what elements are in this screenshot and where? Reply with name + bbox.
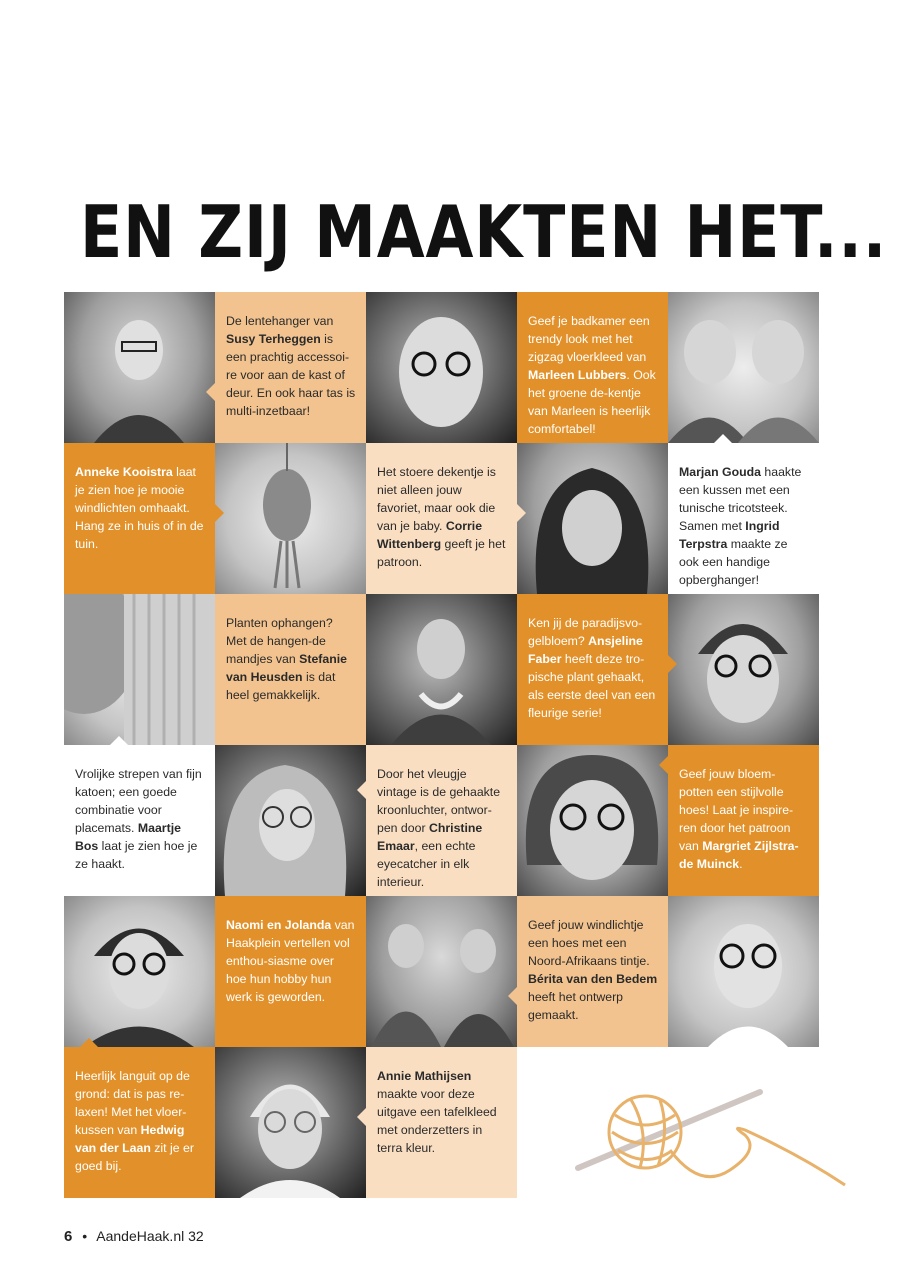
designer-name: Marleen Lubbers	[528, 368, 627, 382]
designer-name: Susy Terheggen	[226, 332, 321, 346]
photo-naomi-jolanda-duo	[366, 896, 517, 1047]
caption-pointer	[508, 986, 518, 1006]
caption-pointer	[357, 1107, 367, 1127]
designer-name: Annie Mathijsen	[377, 1069, 472, 1083]
caption-susy-terheggen: De lentehanger van Susy Terheggen is een prachtig accessoi-re voor aan de kast of deur. En ook haar tas is multi-inzetbaar!	[215, 292, 366, 443]
caption-naomi-jolanda: Naomi en Jolanda van Haakplein vertellen vol enthou-siasme over hoe hun hobby hun werk is geworden.	[215, 896, 366, 1047]
photo-corrie-wittenberg	[517, 443, 668, 594]
caption-pointer	[79, 1038, 99, 1048]
photo-crochet-lantern	[215, 443, 366, 594]
photo-ansjeline-faber	[668, 594, 819, 745]
caption-marleen-lubbers: Geef je badkamer een trendy look met het zigzag vloerkleed van Marleen Lubbers. Ook het groene de-kentje van Marleen is heerlijk comfortabel!	[517, 292, 668, 443]
designer-name: Hedwig van der Laan	[75, 1123, 185, 1155]
caption-ansjeline-faber: Ken jij de paradijsvo-gelbloem? Ansjeline Faber heeft deze tro-pische plant gehaakt, als eerste deel van een fleurige serie!	[517, 594, 668, 745]
caption-christine-emaar: Door het vleugje vintage is de gehaakte kroonluchter, ontwor-pen door Christine Emaar, een echte eyecatcher in elk interieur.	[366, 745, 517, 896]
photo-placemat	[64, 594, 215, 745]
caption-pointer	[109, 736, 129, 746]
caption-annie-mathijsen: Annie Mathijsen maakte voor deze uitgave een tafelkleed met onderzetters in terra kleur.	[366, 1047, 517, 1198]
caption-pointer	[206, 382, 216, 402]
page-number: 6	[64, 1228, 73, 1245]
photo-berita-van-den-bedem	[668, 896, 819, 1047]
caption-corrie-wittenberg: Het stoere dekentje is niet alleen jouw favoriet, maar ook die van je baby. Corrie Wittenberg geeft je het patroon.	[366, 443, 517, 594]
designer-name: Ansjeline Faber	[528, 634, 643, 666]
caption-stefanie-van-heusden: Planten ophangen? Met de hangen-de mandjes van Stefanie van Heusden is dat heel gemakkelijk.	[215, 594, 366, 745]
designer-name: Maartje Bos	[75, 821, 181, 853]
designers-grid	[64, 292, 819, 1198]
yarn-ball-illustration	[570, 1080, 850, 1195]
yarn-ball-icon	[609, 1096, 845, 1185]
designer-name: Margriet Zijlstra-de Muinck	[679, 839, 799, 871]
caption-maartje-bos: Vrolijke strepen van fijn katoen; een goede combinatie voor placemats. Maartje Bos laat je zien hoe je ze haakt.	[64, 745, 215, 896]
caption-pointer	[713, 434, 733, 444]
photo-susy-terheggen	[64, 292, 215, 443]
designer-name: Bérita van den Bedem	[528, 972, 658, 986]
photo-marjan-ingrid	[668, 292, 819, 443]
magazine-name: AandeHaak.nl 32	[96, 1228, 204, 1244]
photo-hedwig-van-der-laan	[215, 1047, 366, 1198]
caption-pointer	[667, 654, 677, 674]
caption-berita-van-den-bedem: Geef jouw windlichtje een hoes met een Noord-Afrikaans tintje. Bérita van den Bedem heeft het ontwerp gemaakt.	[517, 896, 668, 1047]
caption-marjan-gouda: Marjan Gouda haakte een kussen met een tunische tricotsteek. Samen met Ingrid Terpstra maakte ze ook een handige opberghanger!	[668, 443, 819, 594]
photo-margriet-zijlstra	[517, 745, 668, 896]
caption-pointer	[357, 780, 367, 800]
caption-margriet-zijlstra: Geef jouw bloem-potten een stijlvolle hoes! Laat je inspire-ren door het patroon van Margriet Zijlstra-de Muinck.	[668, 745, 819, 896]
designer-name: Ingrid Terpstra	[679, 519, 780, 551]
designer-name: Stefanie van Heusden	[226, 652, 347, 684]
page-footer	[64, 1228, 204, 1245]
designer-name: Corrie Wittenberg	[377, 519, 483, 551]
footer-bullet: •	[82, 1228, 88, 1244]
caption-anneke-kooistra: Anneke Kooistra laat je zien hoe je mooie windlichten omhaakt. Hang ze in huis of in de tuin.	[64, 443, 215, 594]
designer-name: Naomi en Jolanda	[226, 918, 332, 932]
photo-stefanie-van-heusden	[366, 594, 517, 745]
designer-name: Christine Emaar	[377, 821, 483, 853]
photo-christine-emaar	[215, 745, 366, 896]
caption-pointer	[214, 503, 224, 523]
photo-susy-closeup	[366, 292, 517, 443]
designer-name: Marjan Gouda	[679, 465, 761, 479]
page-title: EN ZIJ MAAKTEN HET...	[80, 190, 888, 274]
caption-pointer	[659, 755, 669, 775]
designer-name: Anneke Kooistra	[75, 465, 173, 479]
caption-pointer	[516, 503, 526, 523]
caption-hedwig-van-der-laan: Heerlijk languit op de grond: dat is pas re-laxen! Met het vloer-kussen van Hedwig van der Laan zit je er goed bij.	[64, 1047, 215, 1198]
photo-naomi	[64, 896, 215, 1047]
